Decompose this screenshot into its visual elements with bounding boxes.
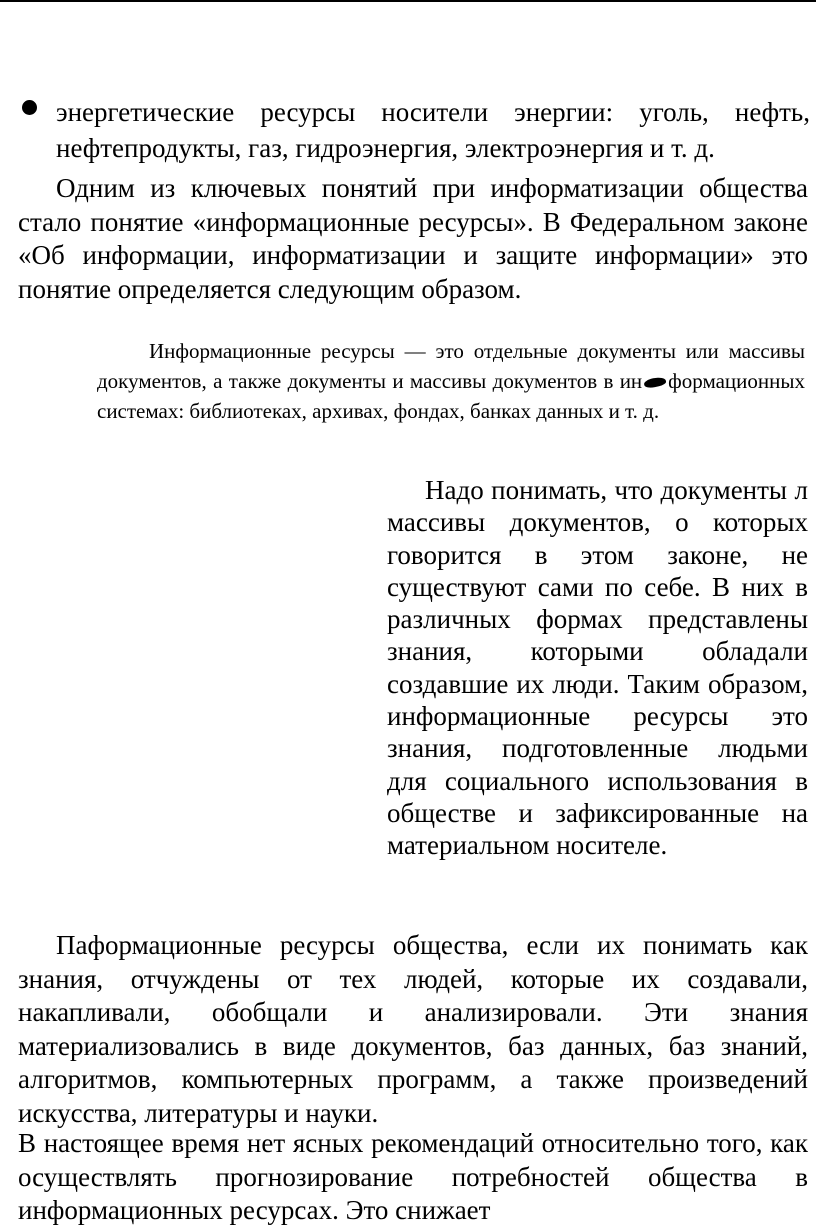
paragraph-documents-knowledge: Надо понимать, что документы л массивы документов, о которых говорится в этом законе, не существуют сами по себе. В них в различных формах представлены знания, которыми обладали создавшие их люди. Таким образом, информационные ресурсы это знания, подготовленные людьми для социального использования в обществе и зафиксированные на материальном носителе.: [387, 475, 808, 861]
ink-blot-mark: [643, 376, 666, 389]
top-border-rule: [0, 0, 816, 2]
paragraph-alienated-knowledge: Паформационные ресурсы общества, если их понимать как знания, отчуждены от тех людей, которые их создавали, накапливали, обобщали и анализировали. Эти знания материализовались в виде документов, баз данных, баз знаний, алгоритмов, компьютерных программ, а также произведений искусства, литературы и науки.: [18, 930, 808, 1128]
bullet-list-item: [20, 94, 810, 166]
quote-text-part-2: формационных системах: библиотеках, архивах, фондах, банках данных и т. д.: [97, 369, 805, 423]
paragraph-information-resources-intro: Одним из ключевых понятий при информатизации общества стало понятие «информационные ресурсы». В Федеральном законе «Об информации, информатизации и защите информации» это понятие определяется следующим образом.: [18, 173, 808, 304]
quote-text-part-1: Информационные ресурсы — это отдельные документы или массивы документов, а также документы и массивы документов в ин: [97, 339, 805, 393]
bullet-item-text: энергетические ресурсы носители энергии: уголь, нефть, нефтепродукты, газ, гидроэнергия, электроэнергия и т. д.: [56, 97, 810, 163]
law-definition-quote: [97, 336, 805, 426]
bullet-icon: [22, 100, 37, 115]
paragraph-forecasting-needs: В настоящее время нет ясных рекомендаций относительно того, как осуществлять прогнозирование потребностей общества в информационных ресурсах. Это снижает: [18, 1128, 808, 1225]
